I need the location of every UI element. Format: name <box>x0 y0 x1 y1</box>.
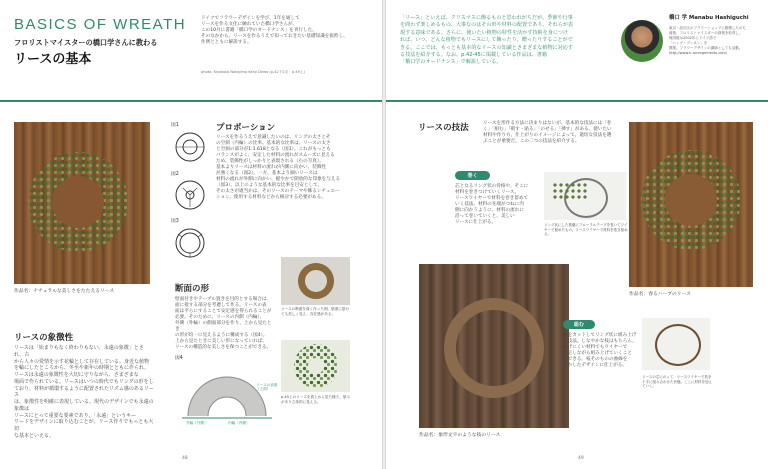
body-line: リースは永遠の象徴性を大切に守りながら、さまざまな <box>14 372 139 378</box>
kicker: フロリストマイスターの橋口学さんに教わる <box>14 38 158 47</box>
body-line: リースに仕上がる。 <box>455 219 497 225</box>
diagram-label-top: リースの表面（上面） <box>256 383 278 392</box>
body-line: く」「組む」「刺す・貼る」「のせる」「挿す」がある。使いたい <box>483 126 612 132</box>
right-header <box>386 0 768 102</box>
wreath-center <box>52 176 104 228</box>
body-line: （図3）。以上のような基本的な比率を目安として、 <box>216 182 323 188</box>
herb-bundle <box>552 182 588 200</box>
body-line: 外側（外輪）の側面部分を作り、上から見たとき <box>175 320 272 332</box>
body-line: リースを形作る方法に決まりはないが、基本的な技法には「巻 <box>483 121 612 126</box>
page-title: リースの基本 <box>14 52 92 67</box>
small-photo-2 <box>281 340 350 392</box>
photo-caption: 作品名：ナチュラルな美しさをたたえるリース <box>14 289 115 294</box>
intro-line: 現する意味である。さらに、使いたい植物の特性を活かす技術を身につけ <box>400 29 568 36</box>
body-line: ワードをデザインに取り込むことが、リース作りでもっとも大切 <box>14 419 154 432</box>
photo-caption-branch: 作品名：象形文字のような枝のリース <box>419 433 501 438</box>
technique-pill-wind: 巻く <box>455 171 490 180</box>
body-line: の空洞（内輪）の比率。基本的な比率は、リースの太さ <box>216 140 331 146</box>
series-title: BASICS OF WREATH <box>14 16 187 33</box>
author-avatar <box>621 20 663 62</box>
wreath-photo-branch <box>419 264 569 428</box>
body-line: いく技法。材料の先端がつねに内 <box>455 201 524 207</box>
photo-credit: photo: Kiyotaka Nakajima Kenji Dewa (p.42下2点、p.49上) <box>201 70 305 74</box>
intro-line: を問わず楽しめるもの。大事なのはその形や材料の配置であり、それらが表 <box>400 22 573 29</box>
body-line: は、象徴性を明確に表現している。現代のデザインでも永遠の象徴は <box>14 399 154 412</box>
proportion-body <box>216 135 374 201</box>
body-line: から人々の愛情を示す花輪として存在している。身近な植物 <box>14 358 150 365</box>
techniques-body <box>483 121 631 145</box>
body-line: 沿って巻いていくと、美しい <box>455 213 515 219</box>
body-line: 曲げにくい材料でもワイヤーで <box>563 344 628 350</box>
body-line: その太さが適当かは、そのリースのテーマや飾るシチュエー <box>216 188 340 194</box>
figure-label: 図3 <box>171 219 179 224</box>
wind-caption: リング状にした基盤にフローラルテープを巻いてワイヤーで留めたもの。リースワイヤーで材料を巻き留める。 <box>544 223 628 237</box>
assemble-caption: リースの芯にのって、リースワイヤーで枝を十字に組み合わせた状態。ここに材料を加えていく。 <box>642 375 712 389</box>
diagram-label-outer: 外輪（外側） <box>186 421 208 425</box>
right-intro <box>400 15 615 67</box>
wreath-center <box>665 174 717 226</box>
twig-ring <box>655 324 701 366</box>
author-name: 橋口 学 Manabu Hashiguchi <box>669 15 749 21</box>
section3-heading: 断面の形 <box>175 284 210 294</box>
techniques-heading: リースの技法 <box>418 123 469 133</box>
cross-section-diagram <box>180 368 274 422</box>
intro-line: そのなかから、リースを作るうえで知っておきたい基礎知識を抜粋し、 <box>201 33 348 39</box>
proportion-figure-1 <box>173 130 207 164</box>
body-line: 活かしたデザインに仕上がる。 <box>563 362 627 368</box>
body-line: 場面で作られている。リースはいつの時代でもリングの形をし <box>14 378 154 385</box>
diagram-label-inner: 内輪（内側） <box>228 421 250 425</box>
body-line: ができる。枝そのものの曲線を <box>563 356 628 362</box>
body-line: 枝をカットしてリング状に組み上げ <box>563 333 637 338</box>
bio-line: 渡独。フロリストマイスターの資格を取得し、 <box>669 31 743 36</box>
author-bio <box>669 26 763 56</box>
body-line: 面は平らにすることで安定感を得られることが <box>175 308 272 314</box>
page-number: 48 <box>182 456 188 461</box>
body-line: 必要。そのために、リースの内側（内輪）、 <box>175 314 265 320</box>
wreath-photo-herb <box>629 122 753 287</box>
figure-label: 図2 <box>171 172 179 177</box>
small-caption-1: リースの断面を薄く作った例。壁面に掛けても美しく見え、存在感がある。 <box>281 307 350 316</box>
body-line: 面に接する部分を考慮して作る。リースの表 <box>175 302 267 308</box>
technique-wind-body <box>455 184 537 226</box>
section1-heading: リースの象徴性 <box>14 333 74 343</box>
wreath-shape <box>444 298 544 398</box>
body-line: 材料を巻きつけていくリース。 <box>455 189 520 195</box>
intro-line: ドイツでフラワーデザインを学び、1年を通して <box>201 16 300 21</box>
body-line: ぶことが重要だ。この二つの技法を紹介する。 <box>483 138 580 144</box>
body-line: バランスがよく、安定した材料の流れがスムーズに見える <box>216 152 335 158</box>
technique-assemble-body <box>563 333 639 369</box>
bio-line: http://www.h-arrangements.com/ <box>669 51 728 56</box>
body-line: の形が均一に見えるように構成する（図4）。 <box>175 332 268 338</box>
body-line: 材料や作り方、仕上がりのイメージによって、適切な技法を選 <box>483 132 612 138</box>
body-line: る技法。しなやかな枝はもちろん、 <box>563 338 637 344</box>
wreath-center <box>308 358 324 374</box>
technique-pill-assemble: 組む <box>563 320 595 329</box>
body-line: 固定しながら組み上げていくこと <box>563 350 632 356</box>
wreath-shape <box>298 263 334 299</box>
assemble-technique-photo <box>642 318 710 370</box>
wreath-photo-main <box>14 122 150 284</box>
small-photo-1 <box>281 257 350 305</box>
body-line: 基本よりリースは材料の流れが内側に向かい、装飾性 <box>216 164 327 170</box>
figure-label: 図1 <box>171 123 179 128</box>
body-line: な基本といえる。 <box>14 432 55 439</box>
intro-line: この10月に書籍「橋口学のオードナンス」を刊行した。 <box>201 27 317 33</box>
body-line: ており、材料が循環するように配置されたリズム感のあるリース <box>14 385 154 399</box>
left-header <box>0 0 382 102</box>
body-line: 上から見たときに美しい形になっていれば、 <box>175 338 267 344</box>
body-line: ション、使用する材料などから検討する必要がある。 <box>216 194 326 200</box>
section1-body <box>14 345 154 440</box>
body-line: ため、装飾性がしっかりと表現される（右の写真）。 <box>216 158 324 164</box>
small-caption-2: p.45上のリースを真上から見た様子。厚みがあり立体的に見える。 <box>281 395 350 404</box>
page-number: 49 <box>578 456 584 461</box>
right-page <box>386 0 768 469</box>
intro-line: 「橋口学のオードナンス」で解説している。 <box>400 59 502 66</box>
bio-line: 開業。フラワーデザインの講師としても活動。 <box>669 46 743 51</box>
body-line: 芯となるリング状の骨格や、そこに <box>455 184 529 189</box>
body-line: リースにとって重要な要素であり、「永遠」というキー <box>14 412 137 419</box>
bio-line: 東京・品川区のフラワーショップに勤務したのち <box>669 26 746 30</box>
proportion-figure-3 <box>173 226 207 260</box>
intro-line: きる。ここでは、もっとも基本的なリースの知識とさまざまな植物に対応す <box>400 44 573 51</box>
body-line: リースを作るうえで意識したいのは、リングの太さとそ <box>216 135 331 140</box>
intro-line: 作例とともに解説する。 <box>201 39 252 45</box>
intro-line: れば、いつ、どんな植物でもリースにして飾ったり、贈ったりすることがで <box>400 37 573 44</box>
body-line: 壁面付きやテーブル置きを目的とする場合は、 <box>175 297 272 302</box>
bio-line: 「ハッグ・ブンネン」を <box>669 41 708 46</box>
body-line: リースの構造的な美しさを保つことができる。 <box>175 344 272 350</box>
photo-caption-herb: 作品名：春るハーブのリース <box>629 292 691 297</box>
body-line: と空洞の部分が1:1.618となる（図1）。これがもっとも <box>216 146 331 152</box>
proportion-figure-2 <box>173 178 207 212</box>
intro-line: 「リース」といえば、クリスマスに飾るものと思われがちだが、季節や行事 <box>400 15 573 21</box>
body-line: リースワイヤーで材料を巻き留めて <box>455 195 529 201</box>
intro-line: る技法を紹介する。なお、p.42-45に掲載している作品は、書籍 <box>400 51 547 58</box>
bio-line: 帰国後は2002年にドイツ語で <box>669 36 717 41</box>
left-page <box>0 0 382 469</box>
body-line: 側に向かうように、材料の流れに <box>455 207 524 213</box>
intro-text <box>201 16 376 46</box>
intro-line: リースを作る文化に触れていた橋口学さんが、 <box>201 21 298 27</box>
section3-body <box>175 297 275 351</box>
proportion-heading: プロポーション <box>216 123 276 133</box>
body-line: 材料の流れが外側に向かい、軽やかで開放的な印象を与える <box>216 176 341 182</box>
body-line: リースは「始まりもなく終わりもない、永遠の象徴」とされ、古 <box>14 345 144 358</box>
body-line: が強くなる（図2）。一方、基本より細いリースは <box>216 170 318 176</box>
body-line: を輪にしたところから、冬至や新年の時期とともに作られ、 <box>14 365 150 372</box>
figure-label: 図4 <box>175 356 183 361</box>
wind-technique-photo <box>544 172 626 220</box>
